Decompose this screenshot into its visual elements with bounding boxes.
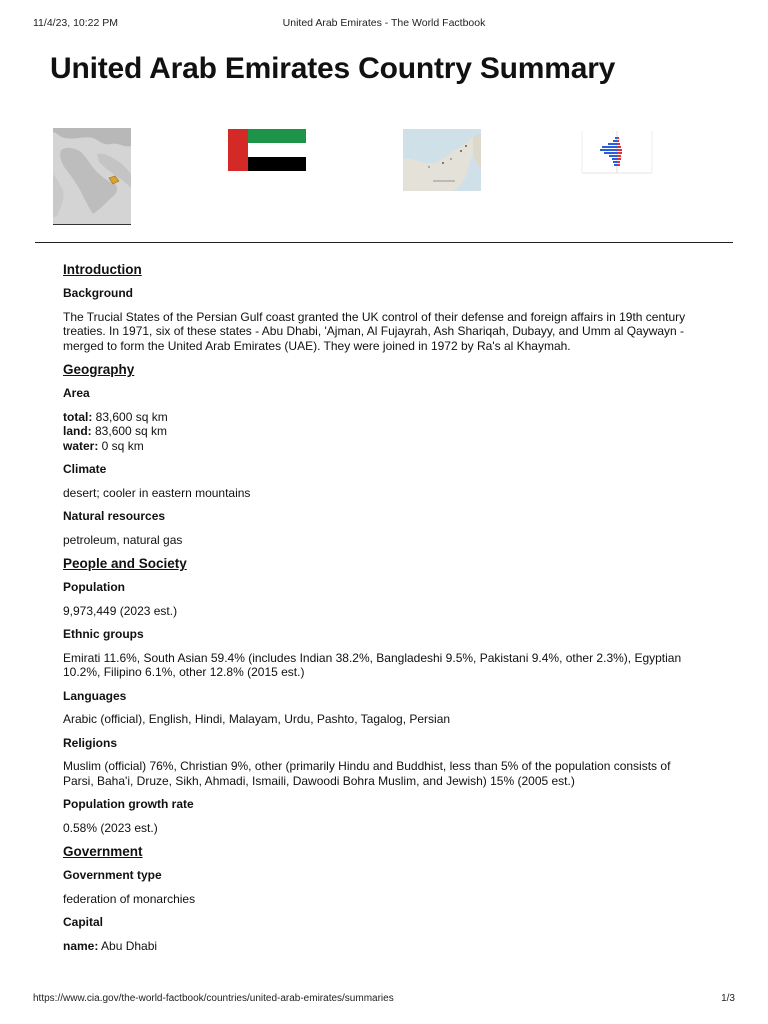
field-label-area: Area: [63, 386, 90, 400]
print-url[interactable]: https://www.cia.gov/the-world-factbook/countries/united-arab-emirates/summaries: [33, 993, 394, 1004]
field-label-languages: Languages: [63, 688, 127, 703]
page-title: United Arab Emirates Country Summary: [50, 52, 616, 85]
country-map-image[interactable]: [403, 129, 481, 191]
area-land-label: land:: [63, 424, 92, 438]
field-label-religions: Religions: [63, 735, 118, 750]
field-label-government-type: Government type: [63, 868, 162, 882]
field-label-natural-resources: Natural resources: [63, 509, 166, 523]
field-label-climate: Climate: [63, 462, 107, 476]
field-text-government-type: federation of monarchies: [63, 891, 196, 906]
field-text-area: [63, 410, 695, 454]
summary-images: [0, 128, 768, 228]
field-label-capital: Capital: [63, 915, 104, 929]
print-footer: [33, 993, 735, 1007]
area-land-value: 83,600 sq km: [91, 424, 168, 438]
capital-name-label: name:: [63, 938, 99, 953]
print-page-number: 1/3: [721, 993, 735, 1004]
area-total-value: 83,600 sq km: [92, 409, 168, 424]
section-heading-people-and-society[interactable]: People and Society: [63, 556, 187, 571]
field-text-languages: Arabic (official), English, Hindi, Malayam, Urdu, Pashto, Tagalog, Persian: [63, 712, 451, 726]
field-text-ethnic-groups: Emirati 11.6%, South Asian 59.4% (includes Indian 38.2%, Bangladeshi 9.5%, Pakistani 9.4%, other 2.3%), Egyptian 10.2%, Filipino 6.1%, other 12.8% (2015 est.): [63, 650, 682, 679]
locator-map-image[interactable]: [53, 128, 131, 225]
section-heading-introduction[interactable]: Introduction: [63, 262, 142, 277]
section-heading-government[interactable]: Government: [63, 844, 143, 859]
field-label-population: Population: [63, 580, 125, 594]
field-text-religions: Muslim (official) 76%, Christian 9%, other (primarily Hindu and Buddhist, less than 5% of the population consists of Parsi, Baha'i, Druze, Sikh, Ahmadi, Ismaili, Dawoodi Bohra Muslim, and Jewish) 15% (2005 est.): [63, 759, 671, 788]
print-header: [33, 17, 735, 31]
area-water-row: [63, 439, 695, 454]
area-land-row: [63, 424, 695, 439]
field-text-climate: desert; cooler in eastern mountains: [63, 485, 251, 500]
summary-content: [63, 262, 695, 962]
field-label-ethnic-groups: Ethnic groups: [63, 627, 144, 641]
print-datetime: 11/4/23, 10:22 PM: [33, 17, 119, 29]
section-heading-geography[interactable]: Geography: [63, 362, 135, 377]
area-water-value: 0 sq km: [98, 438, 144, 453]
field-label-population-growth-rate: Population growth rate: [63, 797, 194, 811]
flag-image[interactable]: [228, 129, 306, 171]
field-text-capital: [63, 939, 695, 954]
field-text-background: The Trucial States of the Persian Gulf coast granted the UK control of their defense and foreign affairs in 19th century treaties. In 1971, six of these states - Abu Dhabi, 'Ajman, Al Fujayrah, Ash Shariqah, Dubayy, and Umm al Qaywayn - merged to form the United Arab Emirates (UAE). They were joined in 1972 by Ra's al Khaymah.: [63, 309, 686, 353]
population-pyramid-image[interactable]: [578, 129, 656, 177]
capital-name-value: Abu Dhabi: [98, 938, 158, 953]
field-label-background: Background: [63, 286, 134, 300]
header-divider: [35, 242, 733, 243]
field-text-natural-resources: petroleum, natural gas: [63, 532, 183, 547]
print-document-title: United Arab Emirates - The World Factbook: [282, 17, 486, 29]
field-text-population-growth-rate: 0.58% (2023 est.): [63, 820, 158, 835]
area-total-row: [63, 410, 695, 425]
area-total-label: total:: [63, 409, 93, 424]
area-water-label: water:: [63, 438, 99, 453]
field-text-population: 9,973,449 (2023 est.): [63, 603, 178, 618]
